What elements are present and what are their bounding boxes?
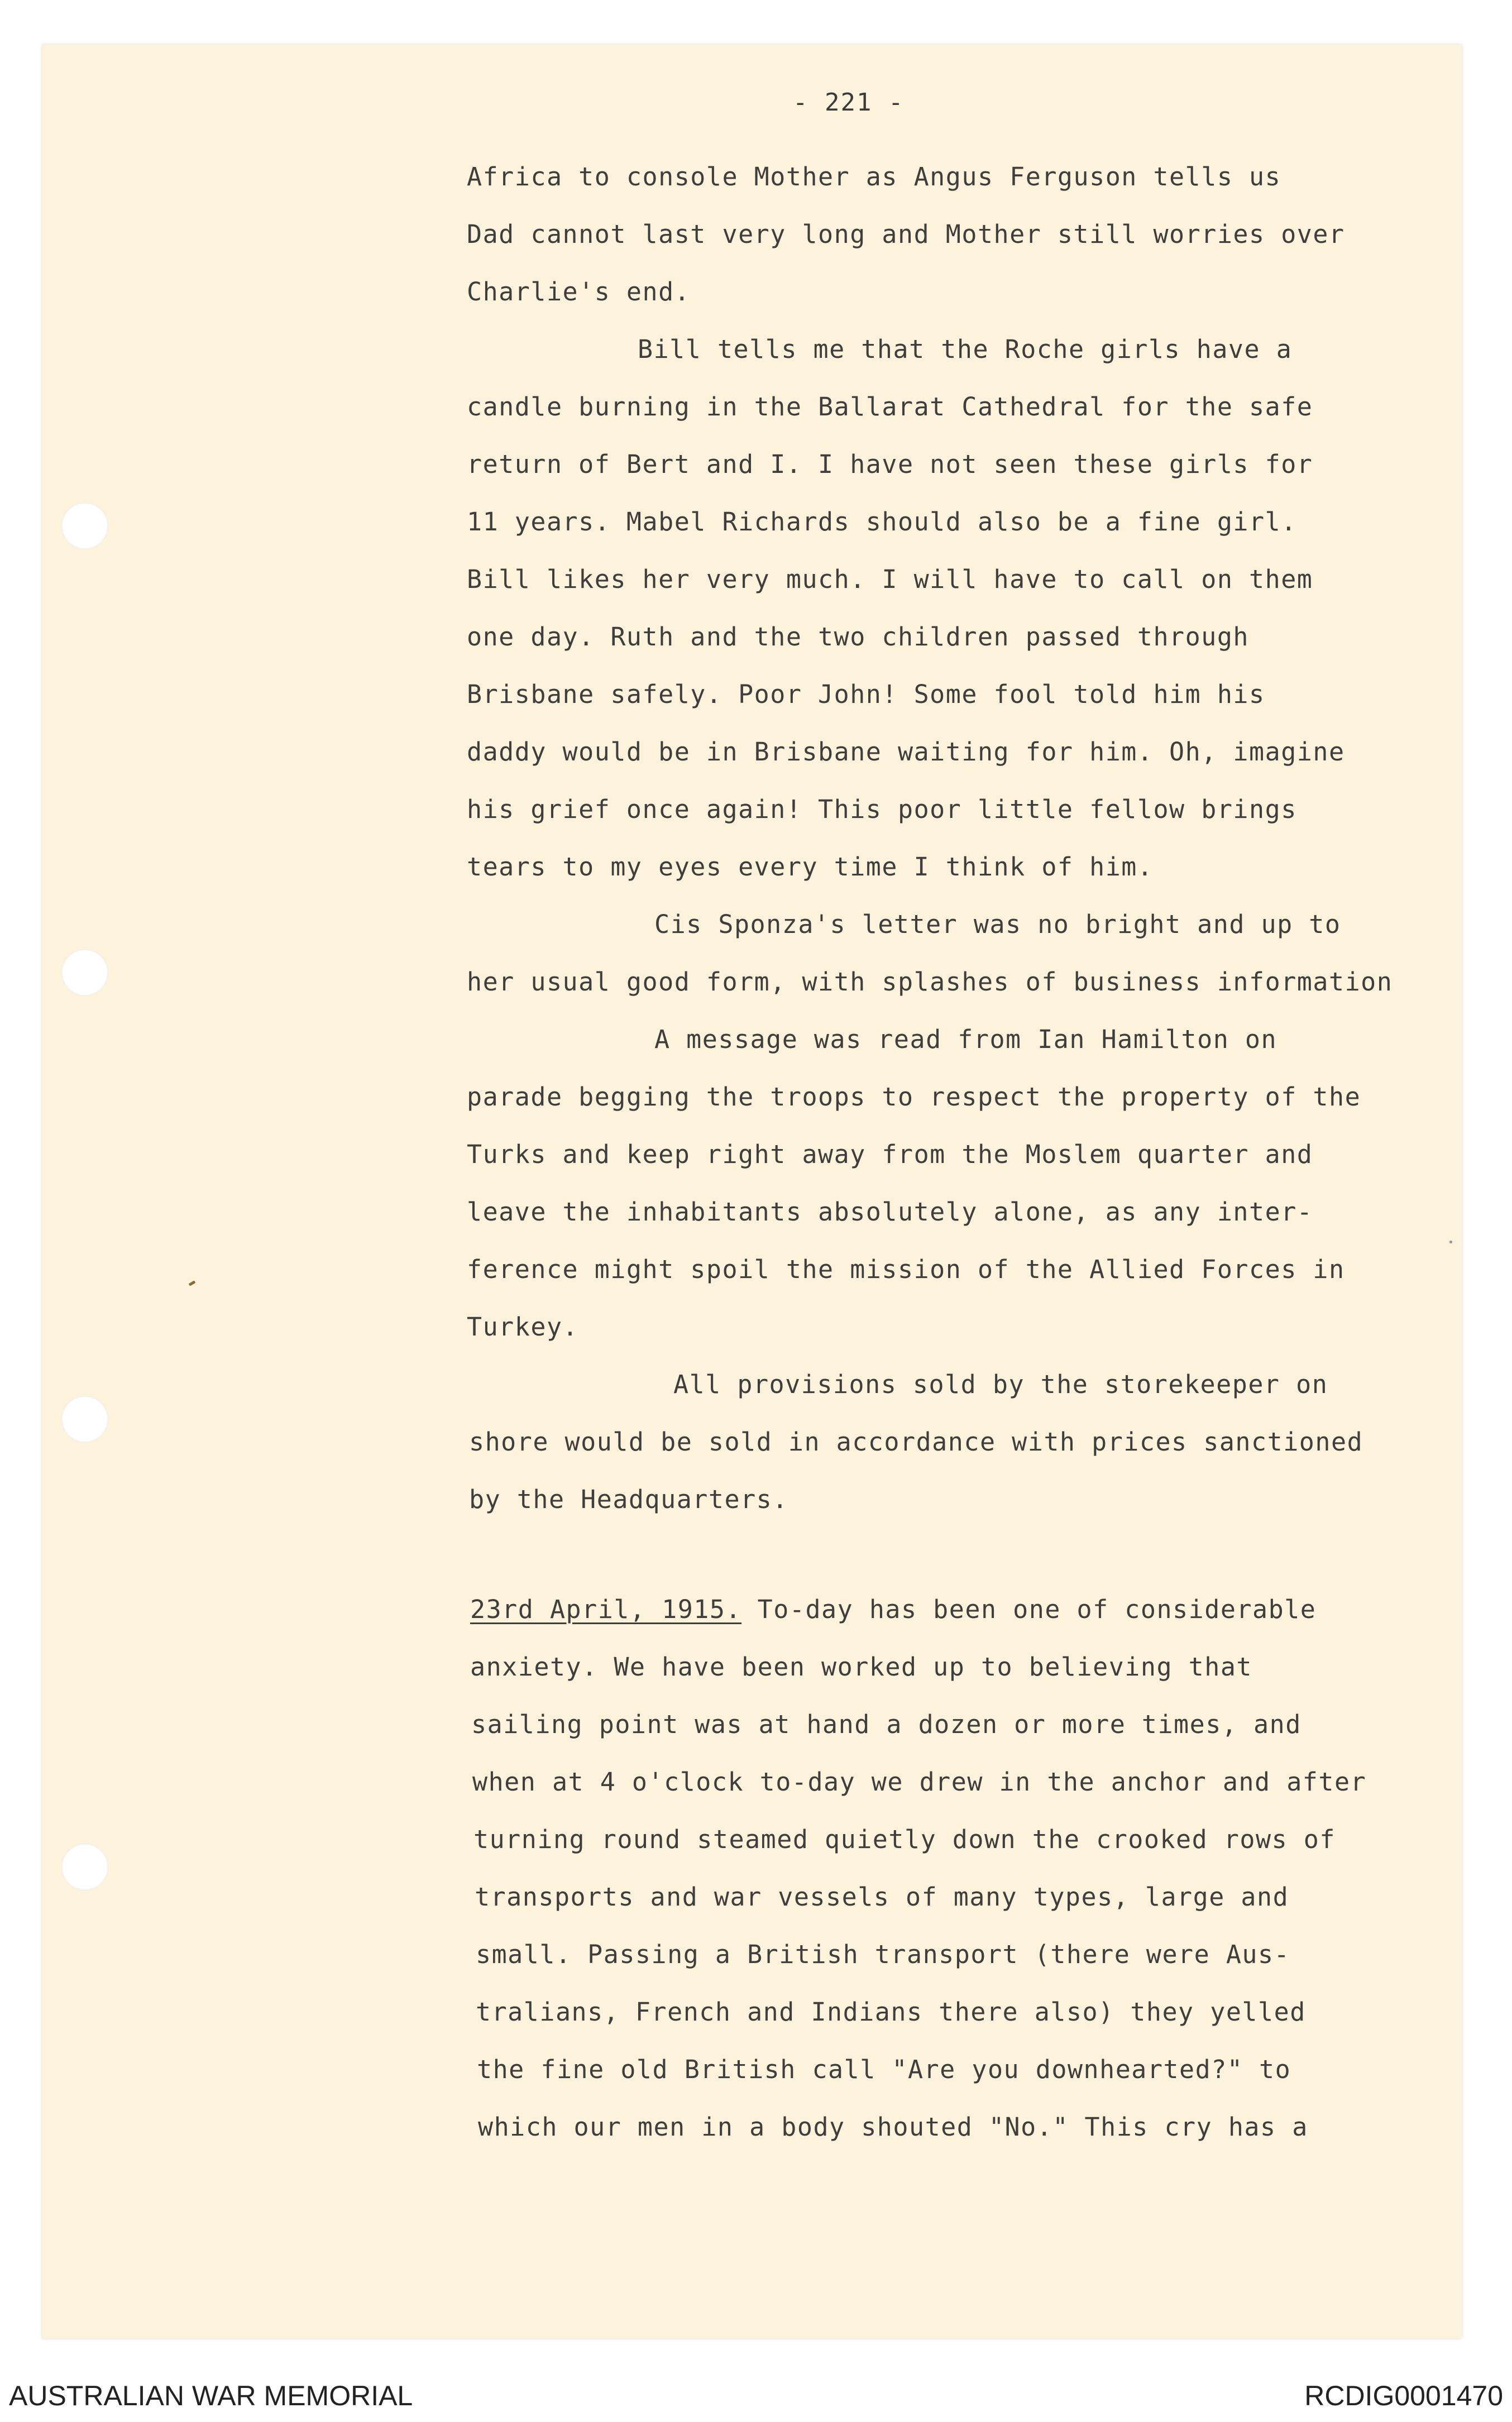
text-line: the fine old British call "Are you downhearted?" to <box>477 2055 1291 2084</box>
text-line: 11 years. Mabel Richards should also be a fine girl. <box>467 507 1297 537</box>
text-line: Bill tells me that the Roche girls have a <box>638 334 1293 364</box>
text-line: Dad cannot last very long and Mother still worries over <box>467 219 1345 249</box>
text-line: parade begging the troops to respect the property of the <box>467 1082 1361 1112</box>
text-line: Brisbane safely. Poor John! Some fool told him his <box>467 679 1265 709</box>
text-line: tralians, French and Indians there also) they yelled <box>476 1997 1306 2027</box>
text-line: Charlie's end. <box>467 277 691 307</box>
text-line: All provisions sold by the storekeeper on <box>673 1370 1328 1399</box>
text-line: her usual good form, with splashes of business information <box>467 967 1393 997</box>
text-line: A message was read from Ian Hamilton on <box>654 1025 1277 1054</box>
text-line: when at 4 o'clock to-day we drew in the anchor and after <box>472 1767 1367 1797</box>
text-line: daddy would be in Brisbane waiting for him. Oh, imagine <box>467 737 1345 767</box>
text-line: anxiety. We have been worked up to believing that <box>470 1652 1253 1682</box>
text-line: Turks and keep right away from the Moslem quarter and <box>467 1140 1313 1169</box>
text-line: candle burning in the Ballarat Cathedral for the safe <box>467 392 1313 422</box>
punch-hole <box>61 502 108 549</box>
entry-first-line-text: To-day has been one of considerable <box>741 1595 1317 1624</box>
text-line: turning round steamed quietly down the crooked rows of <box>473 1825 1336 1854</box>
text-line: Africa to console Mother as Angus Ferguson tells us <box>467 162 1281 192</box>
archive-id-label: RCDIG0001470 <box>1304 2380 1503 2411</box>
text-line: small. Passing a British transport (there were Aus- <box>476 1940 1290 1969</box>
text-line: leave the inhabitants absolutely alone, as any inter- <box>467 1197 1313 1227</box>
text-line: tears to my eyes every time I think of him. <box>467 852 1154 882</box>
entry-date: 23rd April, 1915. <box>470 1595 742 1624</box>
text-line: his grief once again! This poor little fellow brings <box>467 794 1297 824</box>
text-line: by the Headquarters. <box>469 1485 788 1514</box>
text-line: sailing point was at hand a dozen or more times, and <box>471 1710 1302 1739</box>
punch-hole <box>61 1844 108 1890</box>
punch-hole <box>61 1396 108 1443</box>
text-line: transports and war vessels of many types, large and <box>475 1882 1289 1912</box>
text-line: one day. Ruth and the two children passed through <box>467 622 1250 652</box>
paper-blemish <box>1449 1241 1452 1243</box>
punch-hole <box>61 949 108 996</box>
text-line: which our men in a body shouted "No." This cry has a <box>478 2112 1308 2142</box>
text-line: return of Bert and I. I have not seen these girls for <box>467 449 1313 479</box>
text-line: ference might spoil the mission of the Allied Forces in <box>467 1255 1345 1284</box>
text-line: Bill likes her very much. I will have to call on them <box>467 564 1313 594</box>
text-line: Turkey. <box>467 1312 579 1342</box>
page-number: - 221 - <box>793 88 905 117</box>
diary-entry-first-line <box>470 1595 1316 1624</box>
text-line: shore would be sold in accordance with prices sanctioned <box>469 1427 1363 1457</box>
archive-source-label: AUSTRALIAN WAR MEMORIAL <box>9 2380 413 2411</box>
document-page <box>42 45 1462 2338</box>
text-line: Cis Sponza's letter was no bright and up to <box>654 910 1341 939</box>
